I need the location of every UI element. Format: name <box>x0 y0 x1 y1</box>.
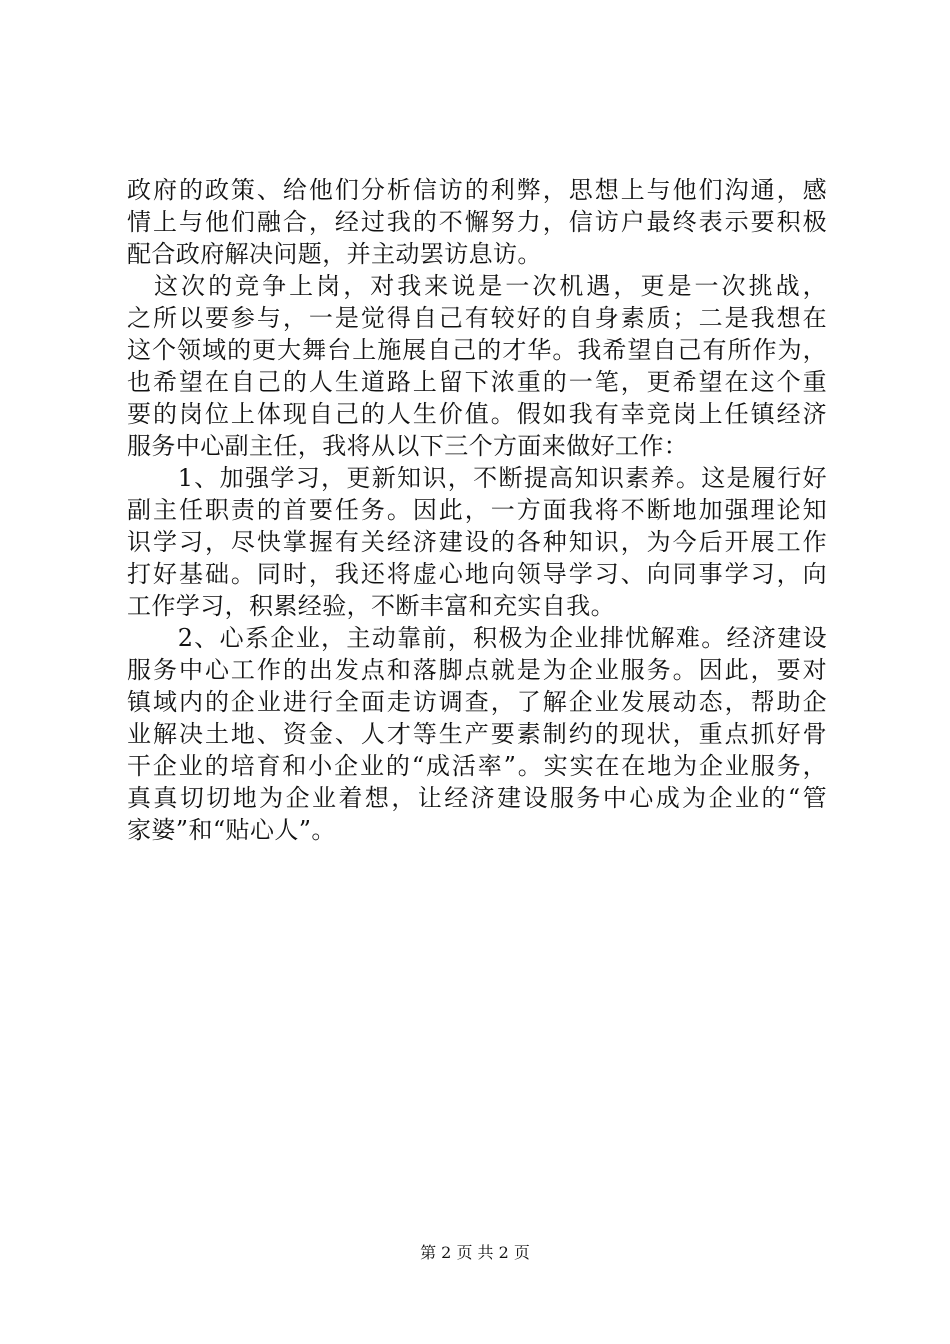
text-line: 这个领域的更大舞台上施展自己的才华。我希望自己有所作为， <box>127 336 827 364</box>
text-line: 1、加强学习，更新知识，不断提高知识素养。这是履行好 <box>127 464 827 492</box>
text-line: 要的岗位上体现自己的人生价值。假如我有幸竞岗上任镇经济 <box>127 400 827 428</box>
text-line: 这次的竞争上岗，对我来说是一次机遇，更是一次挑战， <box>127 272 827 300</box>
text-line: 副主任职责的首要任务。因此，一方面我将不断地加强理论知 <box>127 496 827 524</box>
text-line: 真真切切地为企业着想，让经济建设服务中心成为企业的“管 <box>127 784 827 812</box>
page-footer: 第 2 页 共 2 页 <box>420 1243 530 1262</box>
text-line: 也希望在自己的人生道路上留下浓重的一笔，更希望在这个重 <box>127 368 827 396</box>
text-line: 干企业的培育和小企业的“成活率”。实实在在地为企业服务， <box>127 752 827 780</box>
text-line: 配合政府解决问题，并主动罢访息访。 <box>127 240 542 268</box>
text-line: 之所以要参与，一是觉得自己有较好的自身素质；二是我想在 <box>127 304 827 332</box>
text-line: 工作学习，积累经验，不断丰富和充实自我。 <box>127 592 615 620</box>
text-line: 服务中心副主任，我将从以下三个方面来做好工作： <box>127 432 689 460</box>
text-line: 家婆”和“贴心人”。 <box>127 816 336 844</box>
text-line: 业解决土地、资金、人才等生产要素制约的现状，重点抓好骨 <box>127 720 827 748</box>
text-line: 识学习，尽快掌握有关经济建设的各种知识，为今后开展工作 <box>127 528 827 556</box>
text-line: 镇域内的企业进行全面走访调查，了解企业发展动态，帮助企 <box>127 688 827 716</box>
text-line: 2、心系企业，主动靠前，积极为企业排忧解难。经济建设 <box>127 624 827 652</box>
document-body <box>127 174 827 846</box>
text-line: 政府的政策、给他们分析信访的利弊，思想上与他们沟通，感 <box>127 176 827 204</box>
text-line: 打好基础。同时，我还将虚心地向领导学习、向同事学习，向 <box>127 560 827 588</box>
text-line: 服务中心工作的出发点和落脚点就是为企业服务。因此，要对 <box>127 656 827 684</box>
text-line: 情上与他们融合，经过我的不懈努力，信访户最终表示要积极 <box>127 208 827 236</box>
